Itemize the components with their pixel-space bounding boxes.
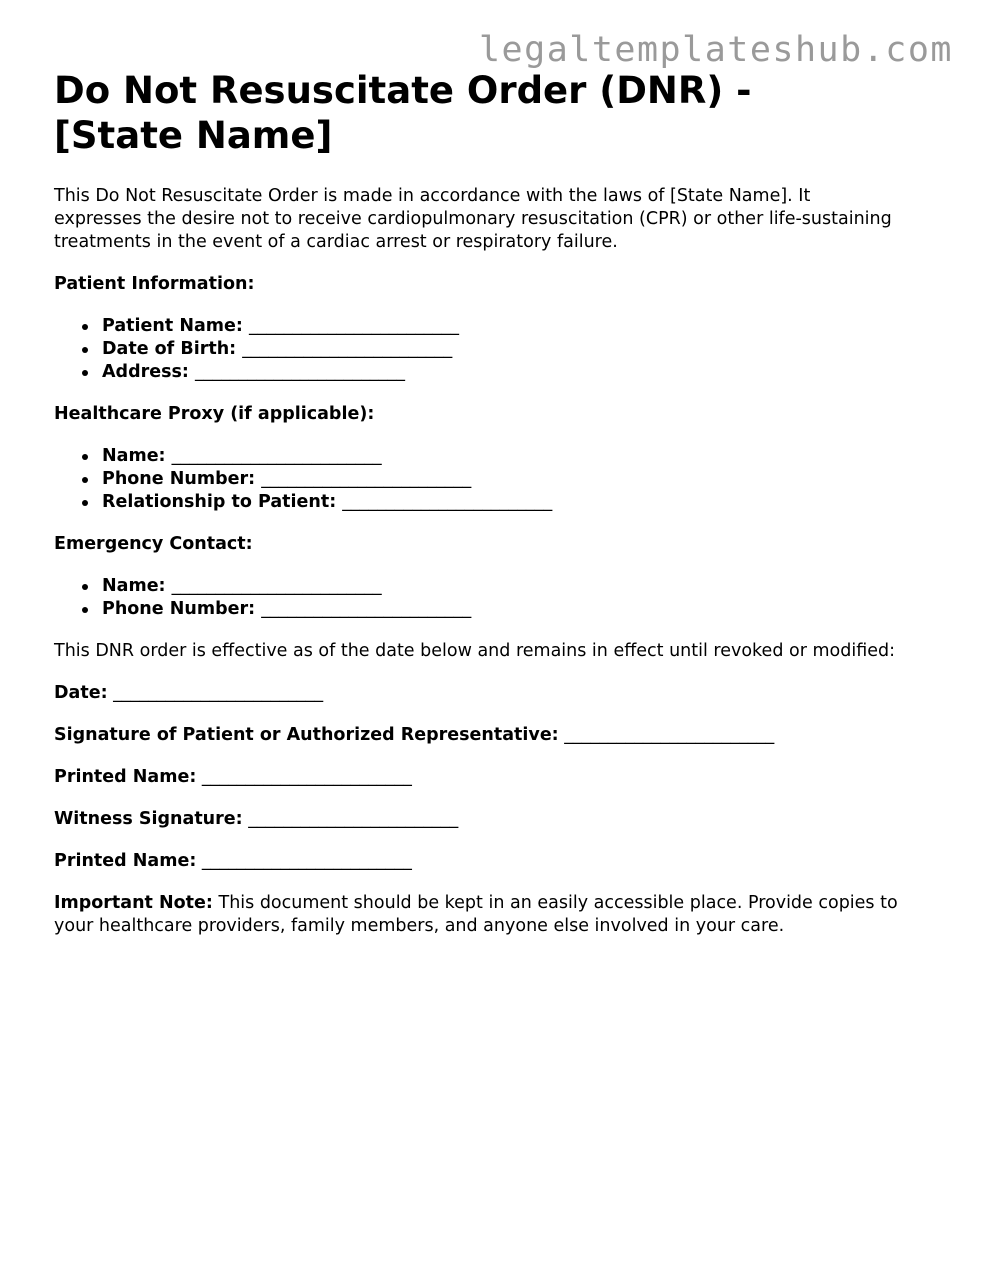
field-label: Date: — [54, 683, 108, 703]
field-label: Printed Name: — [54, 767, 197, 787]
field-label: Phone Number: — [102, 599, 256, 619]
date-field — [54, 682, 934, 705]
fill-in-blank[interactable]: ________________________ — [201, 767, 412, 787]
fill-in-blank[interactable]: ________________________ — [171, 446, 382, 466]
document-title: Do Not Resuscitate Order (DNR) - [State Name] — [54, 69, 752, 157]
document-page — [54, 68, 934, 957]
emergency-contact-heading: Emergency Contact: — [54, 534, 253, 554]
fill-in-blank[interactable]: ________________________ — [195, 362, 406, 382]
list-item — [102, 491, 934, 514]
field-label: Date of Birth: — [102, 339, 237, 359]
list-item — [102, 575, 934, 598]
healthcare-proxy-list — [54, 445, 934, 514]
fill-in-blank[interactable]: ________________________ — [261, 469, 472, 489]
list-item — [102, 315, 934, 338]
field-label: Printed Name: — [54, 851, 197, 871]
witness-signature-field — [54, 808, 934, 831]
list-item — [102, 468, 934, 491]
witness-printed-name-field — [54, 850, 934, 873]
list-item — [102, 338, 934, 361]
fill-in-blank[interactable]: ________________________ — [113, 683, 324, 703]
list-item — [102, 445, 934, 468]
intro-paragraph: This Do Not Resuscitate Order is made in accordance with the laws of [State Name]. It expresses the desire not to receive cardiopulmonary resuscitation (CPR) or other life-sustaining treatments in the event of a cardiac arrest or respiratory failure. — [54, 186, 892, 252]
list-item — [102, 361, 934, 384]
important-note — [54, 892, 934, 938]
fill-in-blank[interactable]: ________________________ — [201, 851, 412, 871]
fill-in-blank[interactable]: ________________________ — [564, 725, 775, 745]
effective-statement: This DNR order is effective as of the date below and remains in effect until revoked or modified: — [54, 641, 895, 661]
field-label: Name: — [102, 576, 166, 596]
fill-in-blank[interactable]: ________________________ — [248, 316, 459, 336]
fill-in-blank[interactable]: ________________________ — [242, 339, 453, 359]
note-text: This document should be kept in an easily accessible place. Provide copies to your healthcare providers, family members, and anyone else involved in your care. — [54, 893, 898, 936]
site-watermark: legaltemplateshub.com — [478, 30, 953, 70]
field-label: Patient Name: — [102, 316, 243, 336]
patient-signature-field — [54, 724, 934, 747]
field-label: Relationship to Patient: — [102, 492, 337, 512]
emergency-contact-list — [54, 575, 934, 621]
list-item — [102, 598, 934, 621]
fill-in-blank[interactable]: ________________________ — [261, 599, 472, 619]
fill-in-blank[interactable]: ________________________ — [171, 576, 382, 596]
healthcare-proxy-heading: Healthcare Proxy (if applicable): — [54, 404, 375, 424]
note-label: Important Note: — [54, 893, 213, 913]
field-label: Address: — [102, 362, 189, 382]
field-label: Signature of Patient or Authorized Representative: — [54, 725, 559, 745]
field-label: Name: — [102, 446, 166, 466]
fill-in-blank[interactable]: ________________________ — [342, 492, 553, 512]
field-label: Phone Number: — [102, 469, 256, 489]
printed-name-field — [54, 766, 934, 789]
patient-info-list — [54, 315, 934, 384]
patient-info-heading: Patient Information: — [54, 274, 255, 294]
field-label: Witness Signature: — [54, 809, 243, 829]
fill-in-blank[interactable]: ________________________ — [248, 809, 459, 829]
